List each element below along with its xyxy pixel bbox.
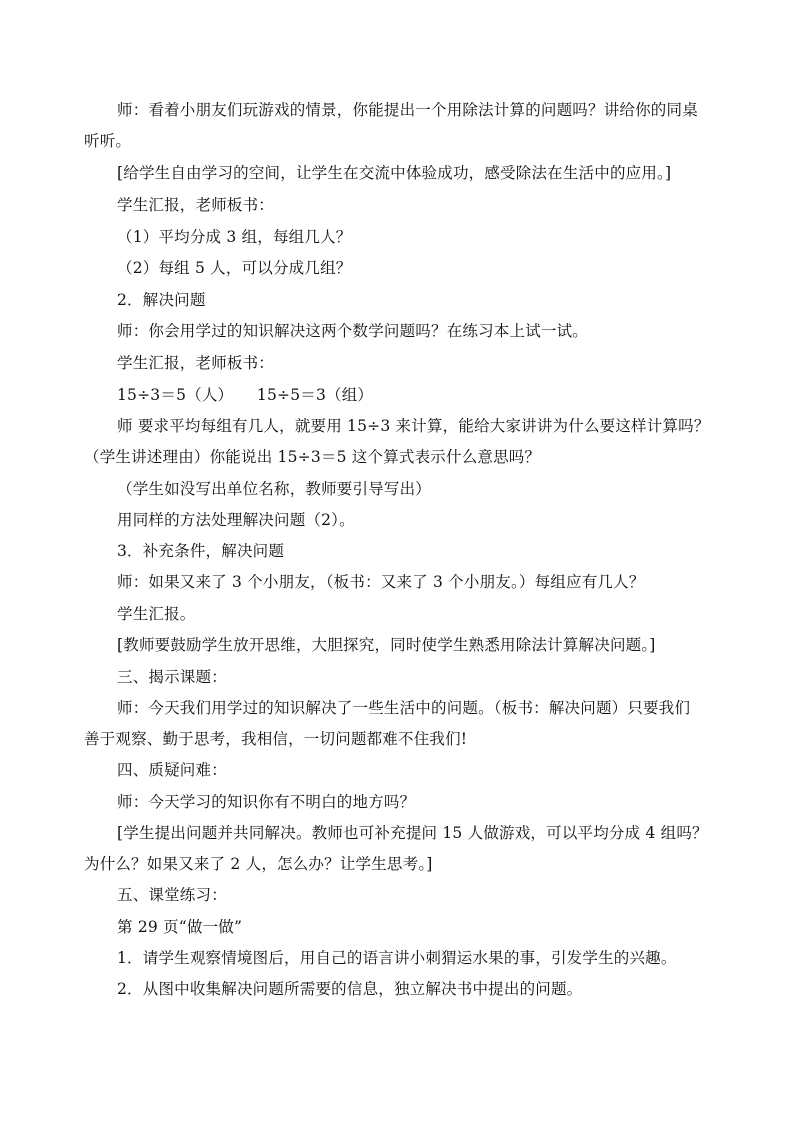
paragraph-line: （学生如没写出单位名称，教师要引导写出） [117,480,432,498]
paragraph-line: 用同样的方法处理解决问题（2）。 [117,511,355,529]
paragraph-line: 2．从图中收集解决问题所需要的信息，独立解决书中提出的问题。 [117,980,583,998]
paragraph-line: （学生讲述理由）你能说出 15÷3＝5 这个算式表示什么意思吗？ [84,448,541,466]
paragraph-line: （1）平均分成 3 组，每组几人？ [117,228,352,246]
paragraph-line: [学生提出问题并共同解决。教师也可补充提问 15 人做游戏，可以平均分成 4 组吗？ [117,824,708,842]
section-heading: 2．解决问题 [117,291,206,309]
section-heading: 三、揭示课题： [117,668,227,686]
paragraph-line: 师：看着小朋友们玩游戏的情景，你能提出一个用除法计算的问题吗？讲给你的同桌 [117,101,698,119]
paragraph-line: 听听。 [84,132,132,150]
section-heading: 五、课堂练习： [117,886,227,904]
paragraph-line: 学生汇报，老师板书： [117,196,275,214]
paragraph-line: 师：你会用学过的知识解决这两个数学问题吗？在练习本上试一试。 [117,322,589,340]
paragraph-line: 善于观察、勤于思考，我相信，一切问题都难不住我们! [84,730,468,748]
formula-line: 15÷3＝5（人） 15÷5＝3（组） [117,386,374,404]
paragraph-line: 师：今天学习的知识你有不明白的地方吗？ [117,793,416,811]
paragraph-line: 学生汇报，老师板书： [117,354,275,372]
paragraph-line: 1．请学生观察情境图后，用自己的语言讲小刺猬运水果的事，引发学生的兴趣。 [117,949,677,967]
paragraph-line: [给学生自由学习的空间，让学生在交流中体验成功，感受除法在生活中的应用。] [117,164,672,182]
paragraph-line: （2）每组 5 人，可以分成几组？ [117,259,352,277]
section-heading: 四、质疑问难： [117,761,227,779]
paragraph-line: 学生汇报。 [117,605,196,623]
paragraph-line: 第 29 页“做一做” [117,918,243,936]
paragraph-line: 师 要求平均每组有几人，就要用 15÷3 来计算，能给大家讲讲为什么要这样计算吗？ [117,417,710,435]
paragraph-line: [教师要鼓励学生放开思维，大胆探究，同时使学生熟悉用除法计算解决问题。] [117,636,656,654]
paragraph-line: 师：今天我们用学过的知识解决了一些生活中的问题。（板书：解决问题）只要我们 [117,699,691,717]
paragraph-line: 为什么？如果又来了 2 人，怎么办？让学生思考。] [84,855,433,873]
section-heading: 3．补充条件，解决问题 [117,542,285,560]
paragraph-line: 师：如果又来了 3 个小朋友，（板书：又来了 3 个小朋友。）每组应有几人？ [117,573,645,591]
